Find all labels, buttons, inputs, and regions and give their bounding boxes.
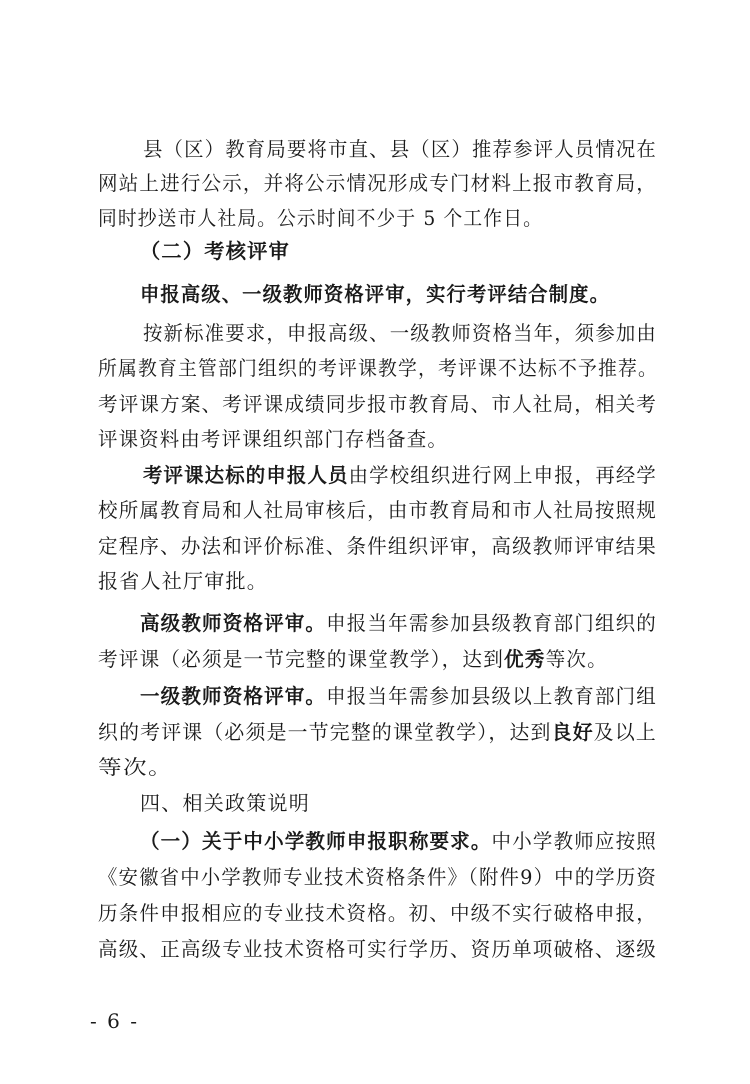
text-segment: 高级、正高级专业技术资格可实行学历、资历单项破格、逐级 bbox=[98, 937, 658, 961]
text-line bbox=[98, 391, 657, 417]
bold-text-segment: （二）考核评审 bbox=[140, 239, 290, 263]
text-line bbox=[143, 320, 657, 346]
text-segment: 《安徽省中小学教师专业技术资格条件》（附件9）中的学历资 bbox=[98, 865, 657, 889]
bold-text-segment: 高级教师资格评审。 bbox=[140, 611, 327, 635]
text-line bbox=[98, 568, 268, 594]
text-segment: 考评课方案、考评课成绩同步报市教育局、市人社局，相关考 bbox=[98, 392, 658, 416]
bold-text-segment: 优秀 bbox=[504, 647, 546, 671]
page-number: - 6 - bbox=[90, 1009, 139, 1033]
text-segment: 四、相关政策说明 bbox=[140, 791, 310, 815]
text-segment: 同时抄送市人社局。公示时间不少于 5 个工作日。 bbox=[98, 206, 543, 230]
text-segment: 按新标准要求，申报高级、一级教师资格当年，须参加由 bbox=[143, 321, 657, 345]
text-segment: 中小学教师应按照 bbox=[491, 829, 657, 853]
text-line bbox=[98, 497, 657, 523]
text-line bbox=[98, 754, 173, 780]
bold-text-segment: 考评课达标的申报人员 bbox=[143, 463, 349, 487]
bold-text-segment: （一）关于中小学教师申报职称要求。 bbox=[140, 829, 492, 853]
text-segment: 县（区）教育局要将市直、县（区）推荐参评人员情况在 bbox=[143, 137, 657, 161]
text-line bbox=[98, 900, 657, 926]
text-line bbox=[140, 683, 657, 709]
text-segment: 评课资料由考评课组织部门存档备查。 bbox=[98, 427, 448, 451]
text-segment: 考评课（必须是一节完整的课堂教学），达到 bbox=[98, 647, 505, 671]
text-segment: 所属教育主管部门组织的考评课教学，考评课不达标不予推荐。 bbox=[98, 356, 659, 380]
text-line bbox=[98, 205, 543, 231]
text-segment: 等次。 bbox=[545, 647, 608, 671]
text-line bbox=[140, 610, 657, 636]
bold-text-segment: 申报高级、一级教师资格评审，实行考评结合制度。 bbox=[140, 282, 611, 306]
text-line bbox=[140, 281, 610, 307]
text-line bbox=[98, 646, 608, 672]
bold-text-segment: 一级教师资格评审。 bbox=[140, 684, 327, 708]
text-segment: 织的考评课（必须是一节完整的课堂教学），达到 bbox=[98, 720, 552, 744]
text-line bbox=[98, 719, 657, 745]
text-segment: 校所属教育局和人社局审核后，由市教育局和市人社局按照规 bbox=[98, 498, 658, 522]
text-line bbox=[98, 170, 657, 196]
text-line bbox=[140, 238, 290, 264]
text-line bbox=[98, 355, 658, 381]
text-segment: 定程序、办法和评价标准、条件组织评审，高级教师评审结果 bbox=[98, 534, 658, 558]
text-segment: 及以上 bbox=[593, 720, 657, 744]
text-segment: 等次。 bbox=[98, 755, 174, 779]
text-line bbox=[98, 864, 657, 890]
text-segment: 申报当年需参加县级教育部门组织的 bbox=[326, 611, 657, 635]
text-line bbox=[98, 936, 657, 962]
text-segment: 由学校组织进行网上申报，再经学 bbox=[348, 463, 657, 487]
text-line bbox=[140, 828, 657, 854]
text-segment: 报省人社厅审批。 bbox=[98, 569, 268, 593]
text-line bbox=[98, 533, 657, 559]
text-segment: 网站上进行公示，并将公示情况形成专门材料上报市教育局， bbox=[98, 171, 658, 195]
text-segment: 申报当年需参加县级以上教育部门组 bbox=[326, 684, 657, 708]
text-line bbox=[143, 136, 657, 162]
bold-text-segment: 良好 bbox=[551, 720, 594, 744]
text-line bbox=[140, 790, 310, 816]
text-segment: 历条件申报相应的专业技术资格。初、中级不实行破格申报， bbox=[98, 901, 658, 925]
text-line bbox=[143, 462, 657, 488]
text-line bbox=[98, 426, 448, 452]
